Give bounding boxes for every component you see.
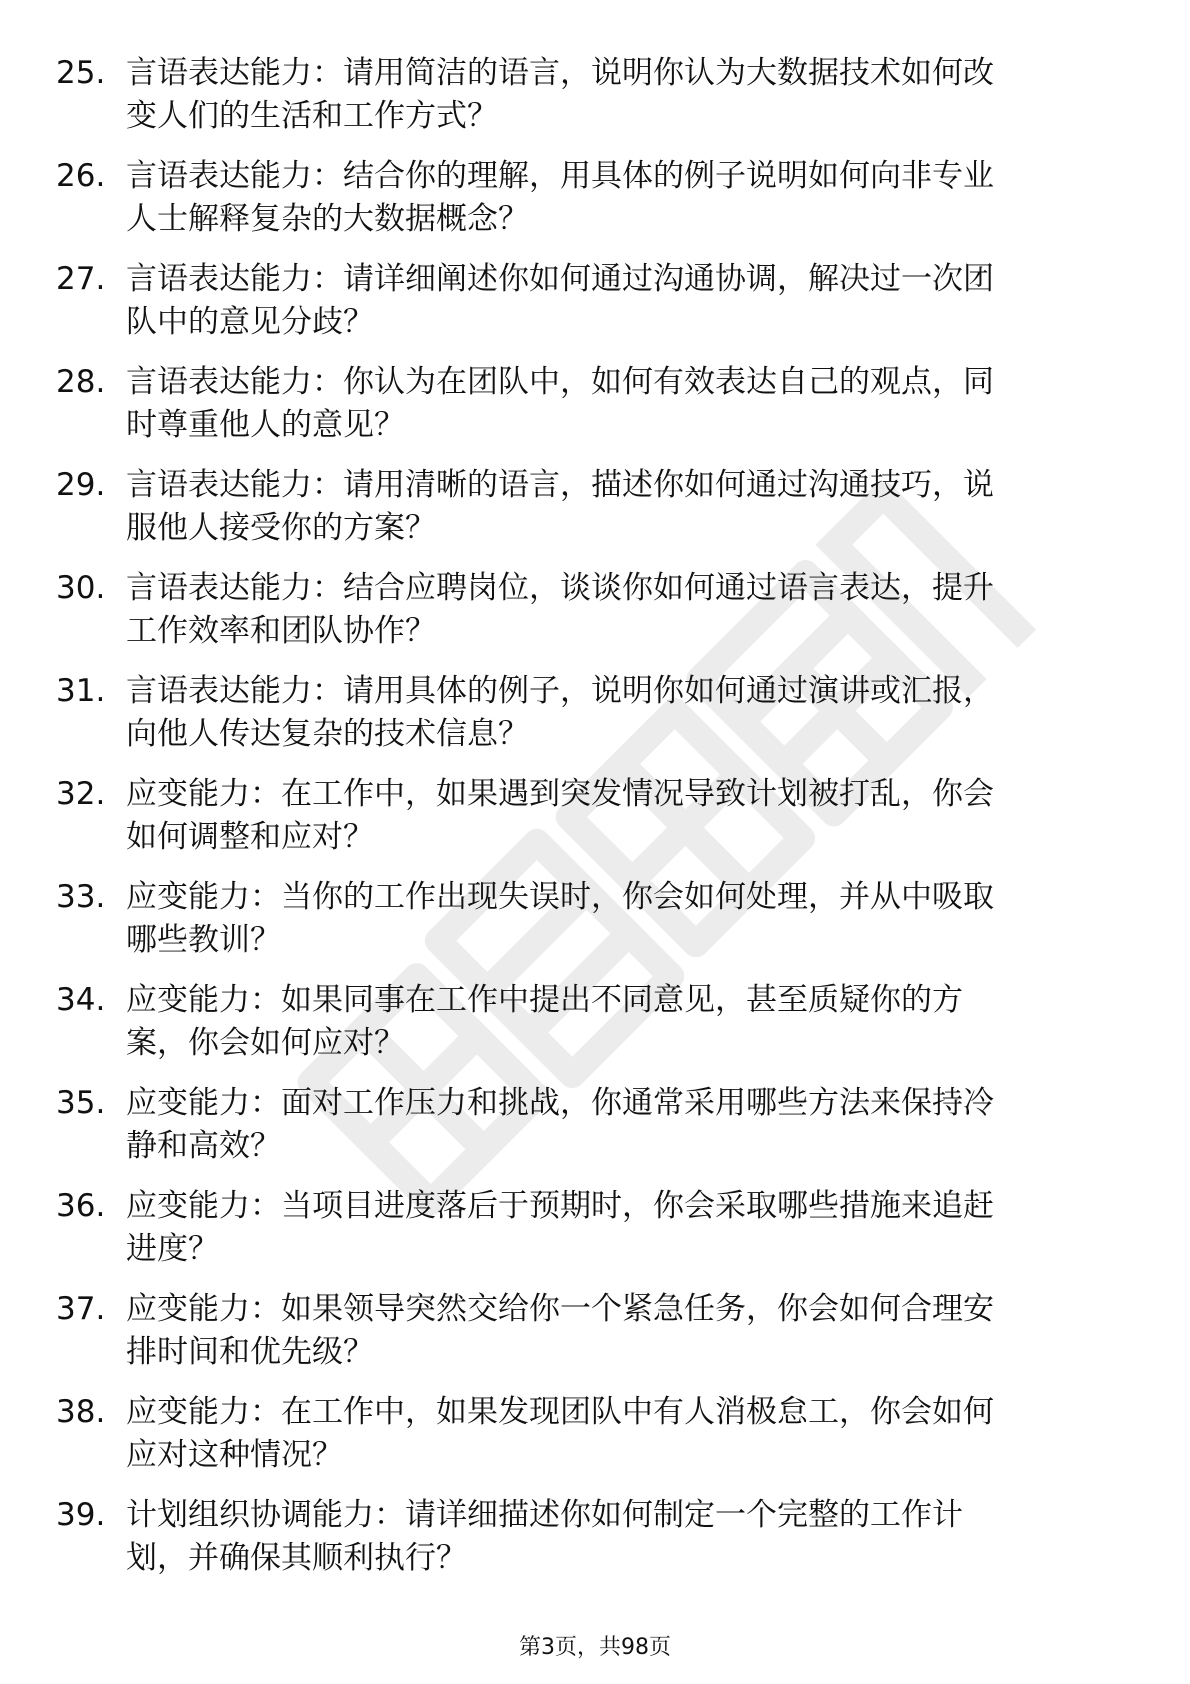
list-item: [56, 979, 1136, 1082]
question-number: 36.: [56, 1188, 106, 1224]
question-number: 32.: [56, 776, 106, 812]
question-text: 应变能力：如果领导突然交给你一个紧急任务，你会如何合理安 排时间和优先级？: [126, 1291, 994, 1370]
list-item: [56, 1185, 1136, 1288]
question-text: 言语表达能力：你认为在团队中，如何有效表达自己的观点，同 时尊重他人的意见？: [126, 364, 994, 443]
list-item: [56, 464, 1136, 567]
question-text: 言语表达能力：请用简洁的语言，说明你认为大数据技术如何改 变人们的生活和工作方式？: [126, 55, 994, 134]
question-number: 27.: [56, 261, 106, 297]
question-number: 28.: [56, 364, 106, 400]
question-number: 39.: [56, 1497, 106, 1533]
question-text: 应变能力：当项目进度落后于预期时，你会采取哪些措施来追赶 进度？: [126, 1188, 994, 1267]
list-item: [56, 1288, 1136, 1391]
list-item: [56, 1494, 1136, 1597]
question-number: 30.: [56, 570, 106, 606]
question-text: 言语表达能力：请详细阐述你如何通过沟通协调，解决过一次团 队中的意见分歧？: [126, 261, 994, 340]
question-number: 26.: [56, 158, 106, 194]
question-text: 言语表达能力：请用具体的例子，说明你如何通过演讲或汇报， 向他人传达复杂的技术信息？: [126, 673, 994, 752]
list-item: [56, 1391, 1136, 1494]
list-item: [56, 876, 1136, 979]
question-number: 34.: [56, 982, 106, 1018]
list-item: [56, 1082, 1136, 1185]
page-number-footer: 第3页，共98页: [519, 1635, 671, 1660]
question-number: 29.: [56, 467, 106, 503]
question-text: 言语表达能力：结合应聘岗位，谈谈你如何通过语言表达，提升 工作效率和团队协作？: [126, 570, 994, 649]
question-text: 应变能力：面对工作压力和挑战，你通常采用哪些方法来保持冷 静和高效？: [126, 1085, 994, 1164]
list-item: [56, 361, 1136, 464]
question-text: 应变能力：在工作中，如果遇到突发情况导致计划被打乱，你会 如何调整和应对？: [126, 776, 994, 855]
question-text: 言语表达能力：结合你的理解，用具体的例子说明如何向非专业 人士解释复杂的大数据概念？: [126, 158, 994, 237]
question-text: 计划组织协调能力：请详细描述你如何制定一个完整的工作计 划，并确保其顺利执行？: [126, 1497, 963, 1576]
question-text: 言语表达能力：请用清晰的语言，描述你如何通过沟通技巧，说 服他人接受你的方案？: [126, 467, 994, 546]
question-number: 33.: [56, 879, 106, 915]
question-number: 25.: [56, 55, 106, 91]
question-number: 37.: [56, 1291, 106, 1327]
list-item: [56, 52, 1136, 155]
question-text: 应变能力：如果同事在工作中提出不同意见，甚至质疑你的方 案，你会如何应对？: [126, 982, 963, 1061]
question-number: 38.: [56, 1394, 106, 1430]
list-item: [56, 258, 1136, 361]
question-number: 35.: [56, 1085, 106, 1121]
list-item: [56, 567, 1136, 670]
list-item: [56, 155, 1136, 258]
question-text: 应变能力：在工作中，如果发现团队中有人消极怠工，你会如何 应对这种情况？: [126, 1394, 994, 1473]
list-item: [56, 773, 1136, 876]
question-text: 应变能力：当你的工作出现失误时，你会如何处理，并从中吸取 哪些教训？: [126, 879, 994, 958]
list-item: [56, 670, 1136, 773]
question-list: [56, 52, 1136, 1597]
question-number: 31.: [56, 673, 106, 709]
